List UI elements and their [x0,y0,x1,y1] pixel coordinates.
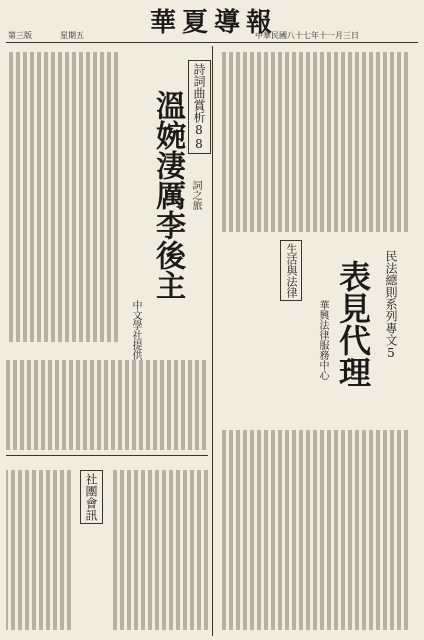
law-body [222,430,408,630]
community-rule [6,455,208,456]
weekday: 星期五 [60,31,84,40]
law-column-title: 生活與法律 [280,240,302,301]
law-body [222,52,408,232]
page-number: 第三版 [8,31,32,40]
law-byline: 華興法律服務中心 [317,300,328,380]
law-divider [212,46,213,636]
masthead-rule [6,42,418,43]
poetry-body [6,52,118,342]
date-line: 中華民國八十七年十一月三日 [255,31,359,40]
community-title: 社團會訊 [80,470,103,524]
poetry-headline: 溫婉淒厲李後主 [150,90,185,300]
community-body [110,470,208,630]
poetry-body [6,360,206,450]
law-headline: 表見代理 [334,260,372,388]
masthead: 華夏導報 [150,8,279,38]
community-body [6,470,71,630]
poetry-column-title: 詩詞曲賞析88 [188,60,211,154]
poetry-byline: 中文學社提供 [130,300,141,360]
law-series: 民法總則系列專文5 [384,250,398,360]
poetry-series: 詞之旅 [190,180,201,210]
